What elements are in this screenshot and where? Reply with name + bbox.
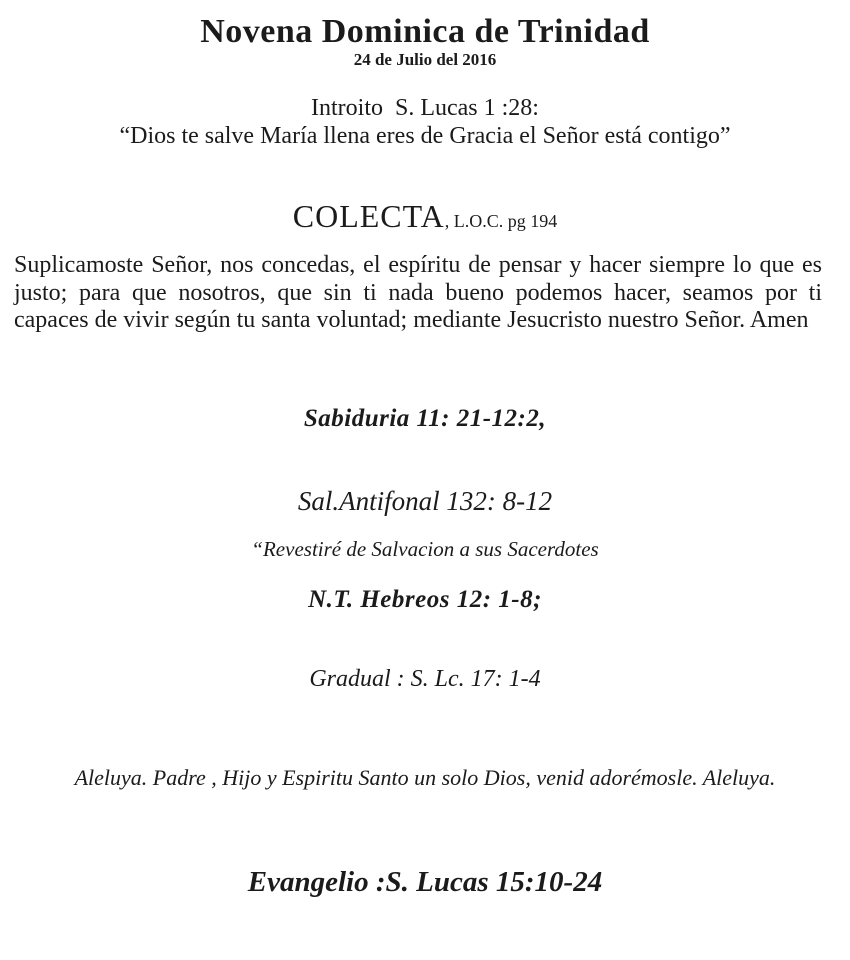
reading-gradual: Gradual : S. Lc. 17: 1-4 bbox=[309, 666, 541, 692]
colecta-heading: COLECTA bbox=[292, 198, 445, 234]
colecta-heading-line bbox=[0, 198, 850, 235]
introito-quote: “Dios te salve María llena eres de Gracia el Señor está contigo” bbox=[119, 123, 731, 149]
psalm-antiphon-quote: “Revestiré de Salvacion a sus Sacerdotes bbox=[251, 537, 599, 561]
reading-psalm-antifonal: Sal.Antifonal 132: 8-12 bbox=[297, 486, 553, 516]
page-title: Novena Dominica de Trinidad bbox=[200, 13, 650, 50]
reading-gospel-evangelio: Evangelio :S. Lucas 15:10-24 bbox=[247, 866, 603, 898]
reading-first-sabiduria: Sabiduria 11: 21-12:2, bbox=[303, 405, 547, 432]
introito-reference: Introito S. Lucas 1 :28: bbox=[311, 95, 539, 121]
date-line: 24 de Julio del 2016 bbox=[353, 50, 497, 69]
colecta-page-reference: , L.O.C. pg 194 bbox=[444, 211, 558, 231]
reading-new-testament-hebreos: N.T. Hebreos 12: 1-8; bbox=[308, 586, 542, 613]
colecta-prayer-text: Suplicamoste Señor, nos concedas, el espíritu de pensar y hacer siempre lo que es justo; para que nosotros, que sin ti nada bueno podemos hacer, seamos por ti capaces de vivir según tu santa voluntad; mediante Jesucristo nuestro Señor. Amen bbox=[14, 252, 822, 333]
aleluya-verse: Aleluya. Padre , Hijo y Espiritu Santo un solo Dios, venid adorémosle. Aleluya. bbox=[74, 765, 776, 790]
